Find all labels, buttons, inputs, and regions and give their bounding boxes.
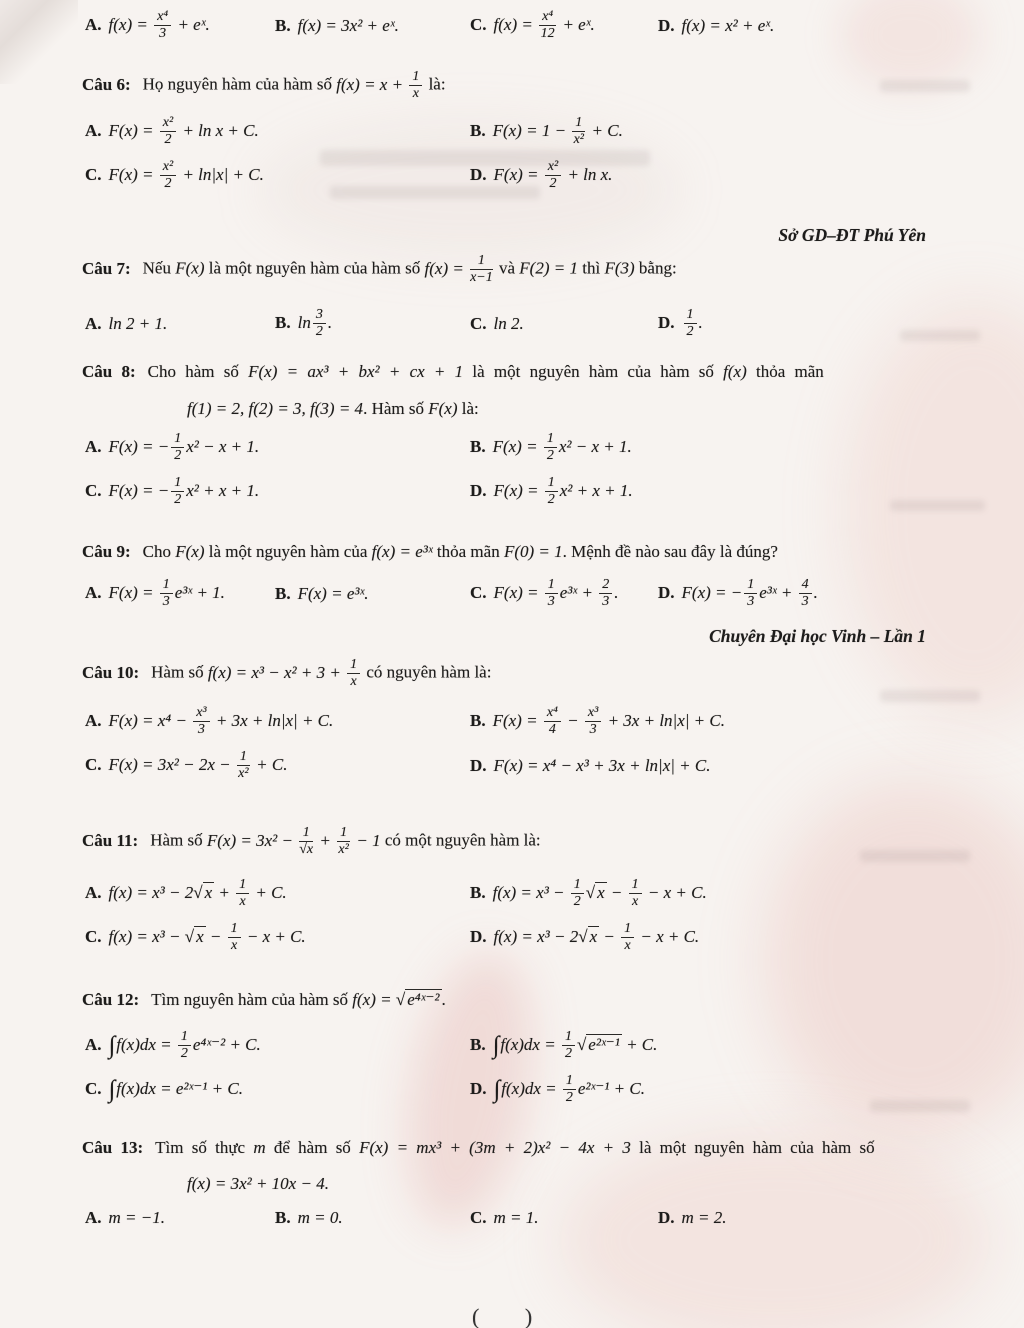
- answer-option: [85, 314, 275, 334]
- option-formula: F(x) = $\frac{1}{3}$ e³ˣ + 1.: [108, 577, 225, 609]
- answer-option: [275, 1208, 470, 1228]
- sqrt-sign: √ e²ˣ⁻¹: [576, 1034, 620, 1054]
- option-formula: f(x) = x³ − √ x − $\frac{1}{x}$ − x + C.: [108, 921, 306, 954]
- answer-option: [85, 750, 470, 781]
- answer-option: [470, 160, 960, 191]
- fraction: $\frac{1}{2}$: [178, 1030, 191, 1061]
- answer-option: [85, 160, 470, 191]
- option-formula: f(x) = 3x² + eˣ.: [297, 15, 399, 35]
- option-formula: F(x) = $\frac{1}{2}$ x² + x + 1.: [493, 475, 633, 508]
- question-9-stem-line: [82, 542, 960, 562]
- answer-option: [275, 584, 470, 604]
- option-key: B.: [275, 1208, 291, 1227]
- integral-sign: ∫: [108, 1075, 116, 1103]
- answer-option: [85, 578, 275, 609]
- question-13-stem-line-2: [82, 1174, 1024, 1194]
- option-formula: F(x) = − $\frac{1}{3}$ e³ˣ + $\frac{4}{3}$ .: [681, 577, 818, 609]
- fraction: $\frac{\text{x⁴}}{12}$: [540, 9, 555, 41]
- question-13-stem: Tìm số thực m để hàm số F(x) = mx³ + (3m + 2)x² − 4x + 3 là một nguyên hàm của hàm số: [155, 1138, 875, 1157]
- integral-sign: ∫: [108, 1031, 116, 1059]
- question-12-label: Câu 12:: [82, 990, 140, 1009]
- answer-option: [85, 1030, 470, 1061]
- option-key: B.: [470, 882, 486, 902]
- question-7-label: Câu 7:: [82, 258, 131, 278]
- option-formula: f(x) = $\frac{\text{x⁴}}{12}$ + eˣ.: [493, 9, 595, 41]
- fraction: $\frac{1}{x}$: [409, 70, 422, 101]
- answer-option: [470, 878, 960, 909]
- option-key: C.: [470, 14, 487, 34]
- fraction: $\frac{1}{x}$: [629, 878, 642, 909]
- option-formula: F(x) = x⁴ − x³ + 3x + ln|x| + C.: [493, 756, 711, 776]
- option-key: C.: [85, 1078, 102, 1098]
- page-corner-fold: [0, 0, 78, 84]
- fraction: $\frac{1}{x}$: [228, 922, 241, 953]
- option-key: D.: [658, 15, 675, 35]
- fold-crease-line: [0, 0, 47, 9]
- integral-sign: ∫: [492, 1031, 500, 1059]
- answer-option: [85, 116, 470, 147]
- fraction: $\frac{\text{x²}}{2}$: [160, 116, 176, 147]
- question-10-stem: Hàm số f(x) = x³ − x² + 3 + $\frac{1}{x}$ có nguyên hàm là:: [151, 657, 492, 689]
- sqrt-sign: √ x: [585, 882, 605, 902]
- question-6-options: [85, 116, 960, 192]
- question-11-stem: Hàm số F(x) = 3x² − $\frac{1}{√x}$ + $\frac{1}{\text{x²}}$ − 1 có một nguyên hàm là:: [150, 825, 541, 857]
- answer-option: [470, 432, 960, 463]
- question-13-label: Câu 13:: [82, 1138, 144, 1157]
- answer-option: [85, 1075, 470, 1103]
- fraction: $\frac{1}{x}$: [347, 658, 360, 689]
- sqrt-sign: √ x: [184, 926, 204, 946]
- fraction: $\frac{1}{3}$: [545, 578, 558, 609]
- answer-option: [658, 16, 960, 36]
- option-formula: ∫f(x)dx = $\frac{1}{2}$ √ e²ˣ⁻¹ + C.: [492, 1029, 658, 1061]
- option-key: B.: [470, 1034, 486, 1054]
- option-formula: m = −1.: [108, 1208, 166, 1227]
- sqrt-sign: √ x: [193, 882, 213, 902]
- next-line-partial-text: ( ): [472, 1304, 533, 1328]
- option-formula: F(x) = e³ˣ.: [297, 583, 369, 603]
- option-formula: f(x) = x³ − 2√ x + $\frac{1}{x}$ + C.: [108, 877, 287, 909]
- option-key: C.: [85, 480, 102, 500]
- option-key: B.: [275, 312, 291, 332]
- answer-option: [470, 476, 960, 507]
- option-key: D.: [470, 756, 487, 776]
- answer-option: [470, 578, 658, 609]
- fraction: $\frac{1}{2}$: [171, 476, 184, 507]
- option-formula: f(x) = x³ − 2√ x − $\frac{1}{x}$ − x + C.: [493, 921, 700, 954]
- fraction: $\frac{1}{x-1}$: [470, 253, 493, 285]
- fraction: $\frac{1}{3}$: [744, 578, 757, 609]
- question-7-stem-line: [82, 254, 960, 285]
- option-key: A.: [85, 14, 102, 34]
- options-row-previous-question: [85, 10, 960, 41]
- question-6-stem: Họ nguyên hàm của hàm số f(x) = x + $\frac{1}{x}$ là:: [142, 69, 446, 101]
- question-8-options: [85, 432, 960, 508]
- option-key: D.: [470, 480, 487, 500]
- answer-option: [470, 756, 960, 776]
- option-formula: F(x) = $\frac{\text{x²}}{2}$ + ln|x| + C.: [108, 159, 264, 192]
- option-key: A.: [85, 882, 102, 902]
- question-11-label: Câu 11:: [82, 830, 139, 850]
- fraction: $\frac{2}{3}$: [599, 578, 612, 609]
- question-10-options: [85, 706, 960, 782]
- answer-option: [470, 1030, 960, 1061]
- answer-option: [470, 314, 658, 334]
- answer-option: [85, 706, 470, 737]
- question-13-options: [85, 1208, 960, 1228]
- option-formula: F(x) = − $\frac{1}{2}$ x² + x + 1.: [108, 475, 260, 508]
- fraction: $\frac{4}{3}$: [799, 578, 812, 609]
- option-formula: F(x) = $\frac{1}{2}$ x² − x + 1.: [492, 431, 632, 463]
- fraction: $\frac{1}{2}$: [562, 1030, 575, 1061]
- answer-option: [85, 10, 275, 41]
- fraction: $\frac{1}{2}$: [544, 432, 557, 463]
- question-13-stem-line: [82, 1138, 960, 1158]
- fraction: $\frac{\text{x⁴}}{4}$: [544, 706, 561, 737]
- option-key: D.: [470, 1078, 487, 1098]
- fraction: $\frac{1}{2}$: [171, 432, 184, 463]
- fraction: $\frac{\text{x³}}{3}$: [585, 706, 601, 737]
- sqrt-sign: √ e⁴ˣ⁻²: [395, 990, 440, 1009]
- option-formula: f(x) = x² + eˣ.: [681, 15, 775, 35]
- answer-option: [85, 878, 470, 909]
- question-11-stem-line: [82, 826, 960, 857]
- answer-option: [658, 1208, 960, 1228]
- question-8-label: Câu 8:: [82, 362, 136, 381]
- option-formula: ln 2.: [493, 313, 524, 333]
- answer-option: [85, 1208, 275, 1228]
- question-12-stem-line: [82, 990, 960, 1010]
- answer-option: [275, 308, 470, 339]
- fraction: $\frac{\text{x⁴}}{3}$: [154, 10, 171, 41]
- question-13-stem-continued: f(x) = 3x² + 10x − 4.: [187, 1174, 329, 1193]
- answer-option: [470, 1074, 960, 1105]
- answer-option: [470, 116, 960, 147]
- option-formula: ∫f(x)dx = $\frac{1}{2}$ e²ˣ⁻¹ + C.: [493, 1073, 645, 1106]
- option-key: A.: [85, 582, 102, 602]
- fraction: $\frac{1}{\text{x²}}$: [238, 749, 249, 782]
- answer-option: [85, 476, 470, 507]
- fraction: $\frac{1}{\text{x²}}$: [573, 115, 584, 147]
- option-key: B.: [470, 436, 486, 456]
- option-formula: m = 1.: [493, 1208, 539, 1227]
- option-formula: $\frac{1}{2}$ .: [682, 313, 703, 332]
- option-key: A.: [85, 710, 102, 730]
- option-formula: m = 0.: [297, 1208, 343, 1227]
- answer-option: [470, 1208, 658, 1228]
- option-key: D.: [658, 582, 675, 602]
- attribution-chuyen-dai-hoc-vinh: Chuyên Đại học Vinh – Lần 1: [709, 626, 926, 646]
- option-key: A.: [85, 313, 102, 333]
- question-6-label: Câu 6:: [82, 74, 131, 94]
- question-8-stem: Cho hàm số F(x) = ax³ + bx² + cx + 1 là một nguyên hàm của hàm số f(x) thỏa mãn: [147, 362, 824, 381]
- answer-option: [470, 10, 658, 41]
- option-key: C.: [85, 926, 102, 946]
- answer-option: [658, 578, 960, 609]
- question-6-stem-line: [82, 70, 960, 101]
- option-formula: m = 2.: [681, 1208, 727, 1227]
- answer-option: [470, 706, 960, 737]
- option-key: D.: [658, 1208, 675, 1227]
- integral-sign: ∫: [493, 1075, 501, 1103]
- fraction: $\frac{\text{x²}}{2}$: [160, 160, 176, 191]
- option-formula: ∫f(x)dx = e²ˣ⁻¹ + C.: [108, 1075, 243, 1103]
- fraction: $\frac{1}{√x}$: [299, 825, 314, 857]
- fraction: $\frac{1}{3}$: [160, 578, 173, 609]
- pink-smudge: [560, 1130, 990, 1328]
- fraction: $\frac{3}{2}$: [313, 308, 326, 339]
- answer-option: [275, 16, 470, 36]
- option-key: D.: [470, 164, 487, 184]
- option-formula: f(x) = x³ − $\frac{1}{2}$ √ x − $\frac{1}{x}$ − x + C.: [492, 877, 707, 909]
- option-key: C.: [470, 582, 487, 602]
- option-formula: F(x) = x⁴ − $\frac{\text{x³}}{3}$ + 3x + ln|x| + C.: [108, 705, 334, 737]
- answer-option: [85, 922, 470, 953]
- option-key: A.: [85, 1208, 102, 1227]
- question-11-options: [85, 878, 960, 954]
- fraction: $\frac{1}{x}$: [236, 878, 249, 909]
- option-key: B.: [470, 120, 486, 140]
- fraction: $\frac{1}{2}$: [563, 1074, 576, 1105]
- fraction: $\frac{1}{\text{x²}}$: [338, 825, 349, 857]
- fraction: $\frac{\text{x²}}{2}$: [545, 160, 561, 191]
- option-formula: F(x) = 3x² − 2x − $\frac{1}{\text{x²}}$ + C.: [108, 749, 288, 782]
- option-formula: F(x) = $\frac{1}{3}$ e³ˣ + $\frac{2}{3}$ .: [493, 577, 619, 609]
- option-key: A.: [85, 436, 102, 456]
- question-8-stem-line: [82, 362, 960, 382]
- fraction: $\frac{1}{x}$: [621, 922, 634, 953]
- option-key: C.: [85, 754, 102, 774]
- option-key: B.: [470, 710, 486, 730]
- option-key: C.: [470, 313, 487, 333]
- option-formula: F(x) = $\frac{\text{x²}}{2}$ + ln x.: [493, 159, 613, 192]
- option-formula: F(x) = − $\frac{1}{2}$ x² − x + 1.: [108, 431, 260, 463]
- attribution-so-gd-dt-phu-yen: Sở GD–ĐT Phú Yên: [778, 225, 926, 245]
- question-10-stem-line: [82, 658, 960, 689]
- question-8-stem-continued: f(1) = 2, f(2) = 3, f(3) = 4. Hàm số F(x) là:: [187, 399, 479, 418]
- option-key: B.: [275, 15, 291, 35]
- sqrt-sign: √ x: [578, 926, 598, 946]
- option-key: B.: [275, 583, 291, 603]
- option-key: C.: [470, 1208, 487, 1227]
- question-10-label: Câu 10:: [82, 662, 140, 682]
- option-key: A.: [85, 1034, 102, 1054]
- answer-option: [470, 922, 960, 953]
- fraction: $\frac{1}{2}$: [684, 308, 697, 339]
- option-key: C.: [85, 164, 102, 184]
- question-12-options: [85, 1030, 960, 1106]
- answer-option: [85, 432, 470, 463]
- option-formula: f(x) = $\frac{\text{x⁴}}{3}$ + eˣ.: [108, 9, 210, 41]
- option-formula: F(x) = $\frac{\text{x⁴}}{4}$ − $\frac{\text{x³}}{3}$ + 3x + ln|x| + C.: [492, 705, 725, 737]
- option-key: A.: [85, 120, 102, 140]
- option-key: D.: [470, 926, 487, 946]
- question-7-options: [85, 308, 960, 339]
- question-9-stem: Cho F(x) là một nguyên hàm của f(x) = e³ˣ thỏa mãn F(0) = 1. Mệnh đề nào sau đây là đúng?: [142, 542, 778, 561]
- option-formula: F(x) = 1 − $\frac{1}{\text{x²}}$ + C.: [492, 115, 623, 147]
- bleed-through-text: [880, 690, 980, 702]
- question-9-label: Câu 9:: [82, 542, 131, 561]
- option-formula: ln 2 + 1.: [108, 313, 168, 333]
- question-7-stem: Nếu F(x) là một nguyên hàm của hàm số f(x) = $\frac{1}{x-1}$ và F(2) = 1 thì F(3) bằng:: [142, 253, 677, 285]
- answer-option: [658, 308, 960, 339]
- option-formula: F(x) = $\frac{\text{x²}}{2}$ + ln x + C.: [108, 115, 259, 147]
- question-8-stem-line-2: [82, 399, 1024, 419]
- question-12-stem: Tìm nguyên hàm của hàm số f(x) = √ e⁴ˣ⁻² .: [151, 990, 446, 1009]
- fraction: $\frac{1}{2}$: [571, 878, 584, 909]
- option-formula: ln $\frac{3}{2}$ .: [297, 307, 333, 339]
- question-9-options: [85, 578, 960, 609]
- option-key: D.: [658, 312, 675, 332]
- option-formula: ∫f(x)dx = $\frac{1}{2}$ e⁴ˣ⁻² + C.: [108, 1029, 261, 1061]
- fraction: $\frac{1}{2}$: [545, 476, 558, 507]
- fraction: $\frac{\text{x³}}{3}$: [193, 706, 209, 737]
